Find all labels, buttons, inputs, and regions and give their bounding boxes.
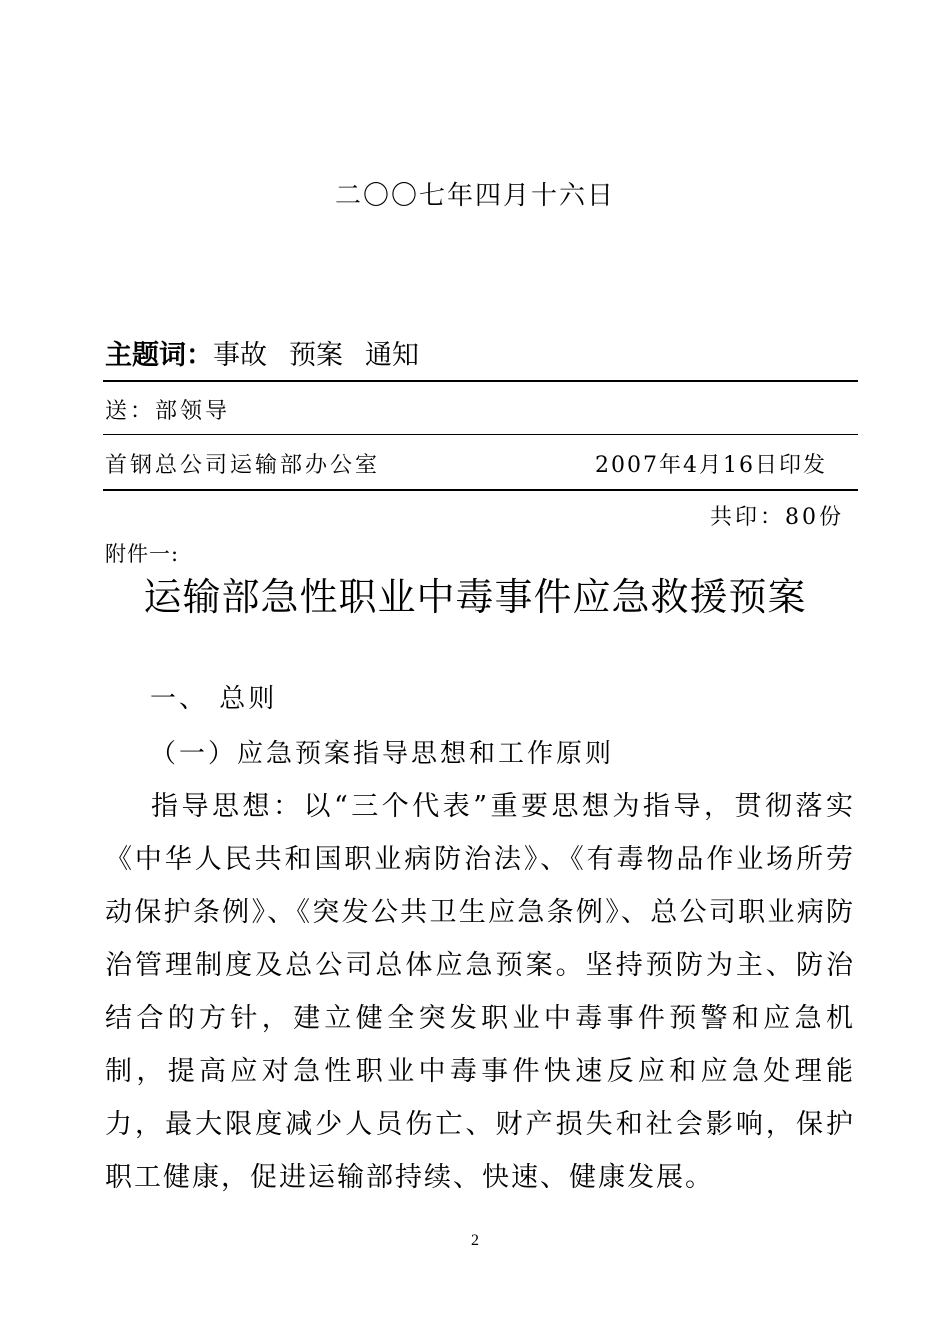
subject-keyword: 预案 <box>289 340 343 371</box>
divider-top <box>103 380 858 382</box>
subject-keyword: 事故 <box>213 340 267 371</box>
issuer-office: 首钢总公司运输部办公室 <box>105 453 381 478</box>
issue-date: 2007年4月16日印发 <box>595 453 827 478</box>
page-number: 2 <box>471 1232 479 1249</box>
subject-line <box>105 333 419 372</box>
send-to-line: 送：部领导 <box>105 399 231 424</box>
section-heading: 一、 总则 <box>150 684 278 714</box>
subject-keyword: 通知 <box>365 340 419 371</box>
divider-bottom <box>103 489 858 491</box>
print-copies: 共印：80份 <box>710 505 844 530</box>
divider-middle <box>103 434 858 435</box>
subject-label: 主题词： <box>105 340 213 371</box>
document-date: 二〇〇七年四月十六日 <box>334 181 615 211</box>
body-paragraph: 指导思想：以“三个代表”重要思想为指导，贯彻落实《中华人民共和国职业病防治法》、《有毒物品作业场所劳动保护条例》、《突发公共卫生应急条例》、总公司职业病防治管理制度及总公司总体应急预案。坚持预防为主、防治结合的方针，建立健全突发职业中毒事件预警和应急机制，提高应对急性职业中毒事件快速反应和应急处理能力，最大限度减少人员伤亡、财产损失和社会影响，保护职工健康，促进运输部持续、快速、健康发展。 <box>105 791 855 1193</box>
attachment-label: 附件一: <box>105 542 180 566</box>
subsection-heading: （一）应急预案指导思想和工作原则 <box>150 739 615 769</box>
document-title: 运输部急性职业中毒事件应急救援预案 <box>143 575 807 619</box>
